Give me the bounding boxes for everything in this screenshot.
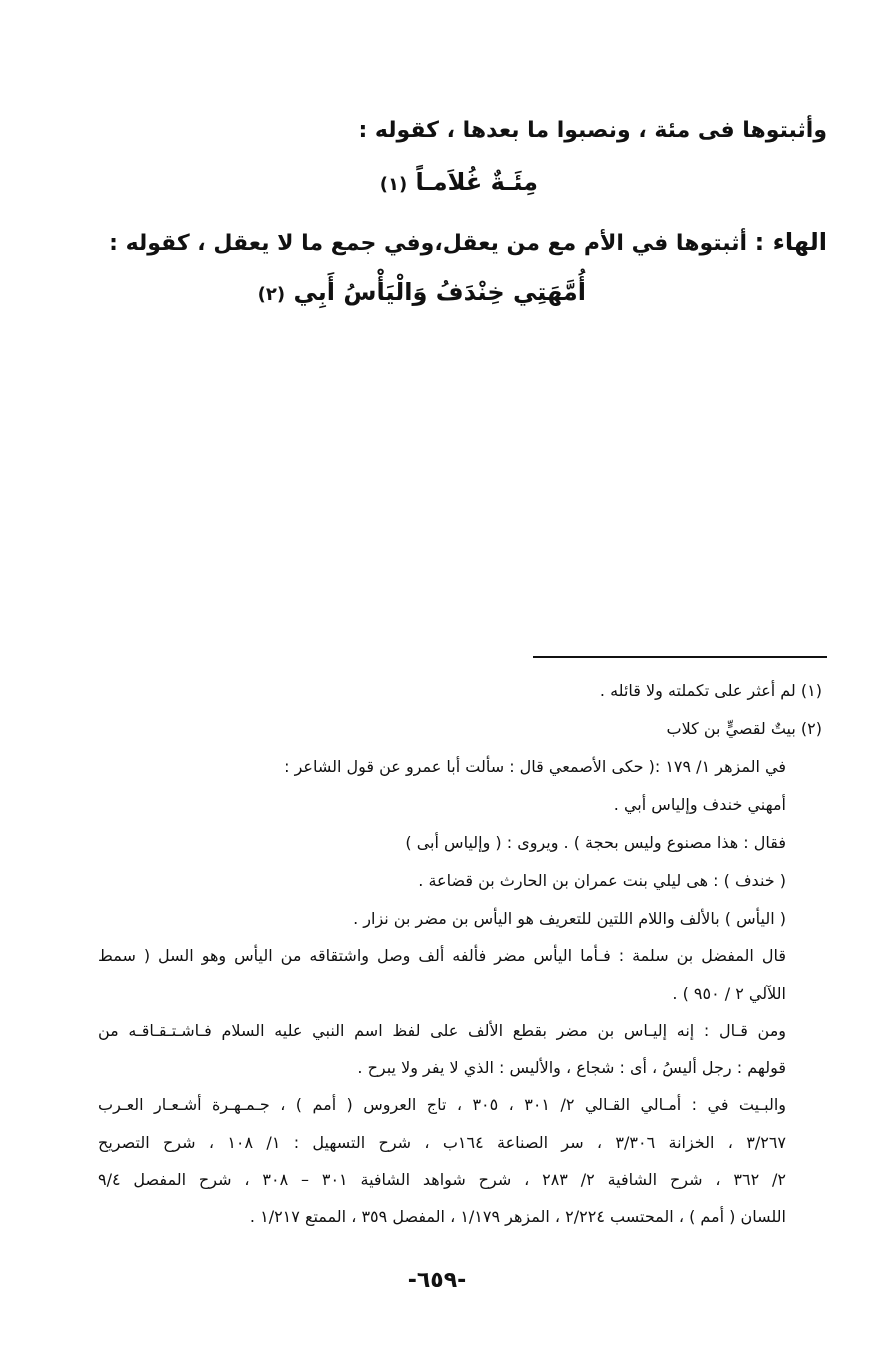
footnote-line: ومن قـال : إنه إليـاس بن مضر بقطع الألف على لفظ اسم النبي عليه السلام فـاشـتـقـاقـه من <box>98 1021 786 1040</box>
footnote-line: اللآلي ٢ / ٩٥٠ ) . <box>672 984 786 1003</box>
verse-1-text: مِئَـةٌ غُلاَمـاً <box>415 168 538 196</box>
footnote-1-text: لم أعثر على تكملته ولا قائله . <box>599 681 796 700</box>
footnote-line: والبـيت في : أمـالي القـالي ٢/ ٣٠١ ، ٣٠٥ ، تاج العروس ( أمم ) ، جـمـهـرة أشـعـار العـرب <box>98 1095 786 1114</box>
page-number: -٦٥٩- <box>407 1268 467 1293</box>
footnote-2 <box>667 719 822 738</box>
footnote-line: قولهم : رجل أليسُ ، أى : شجاع ، والأليس : الذي لا يفر ولا يبرح . <box>357 1058 786 1077</box>
footnote-1 <box>600 681 822 700</box>
footnote-2-text: بيتٌ لقصيٍّ بن كلاب <box>666 719 796 738</box>
body-line-2-text: أثبتوها في الأم مع من يعقل،وفي جمع ما لا يعقل ، كقوله : <box>109 231 747 256</box>
footnote-line: فقال : هذا مصنوع وليس بحجة ) . ويروى : ( وإلياس أبى ) <box>405 833 786 852</box>
footnote-1-number: (١) <box>800 681 822 700</box>
footnote-line: في المزهر ١/ ١٧٩ :( حكى الأصمعي قال : سألت أبا عمرو عن قول الشاعر : <box>284 757 786 776</box>
footnote-line: ٣/٢٦٧ ، الخزانة ٣/٣٠٦ ، سر الصناعة ١٦٤ب ، شرح التسهيل : ١/ ١٠٨ ، شرح التصريح <box>98 1133 787 1152</box>
verse-2 <box>258 278 586 306</box>
footnote-line: أمهني خندف وإلياس أبي . <box>613 795 786 814</box>
footnote-line: ( اليأس ) بالألف واللام اللتين للتعريف هو اليأس بن مضر بن نزار . <box>353 909 786 928</box>
verse-1-footnote-ref: (١) <box>379 174 408 195</box>
body-line-1: وأثبتوها فى مئة ، ونصبوا ما بعدها ، كقوله : <box>358 118 827 143</box>
body-line-2 <box>109 228 827 256</box>
footnote-2-number: (٢) <box>800 719 822 738</box>
footnote-line: قال المفضل بن سلمة : فـأما اليأس مضر فألفه ألف وصل واشتقاقه من اليأس وهو السل ( سمط <box>98 946 786 965</box>
footnote-line: ( خندف ) : هى ليلي بنت عمران بن الحارث بن قضاعة . <box>418 871 786 890</box>
verse-1 <box>380 168 538 196</box>
verse-2-text: أُمَّهَتِي خِنْدَفُ وَالْيَأْسُ أَبِي <box>293 278 586 306</box>
footnote-line: اللسان ( أمم ) ، المحتسب ٢/٢٢٤ ، المزهر ١/١٧٩ ، المفصل ٣٥٩ ، الممتع ١/٢١٧ . <box>249 1207 786 1226</box>
footnote-line: ٢/ ٣٦٢ ، شرح الشافية ٢/ ٢٨٣ ، شرح شواهد الشافية ٣٠١ – ٣٠٨ ، شرح المفصل ٩/٤ <box>98 1170 787 1189</box>
section-label-haa: الهاء : <box>754 228 827 256</box>
verse-2-footnote-ref: (٢) <box>257 284 286 305</box>
footnote-separator <box>533 656 827 658</box>
